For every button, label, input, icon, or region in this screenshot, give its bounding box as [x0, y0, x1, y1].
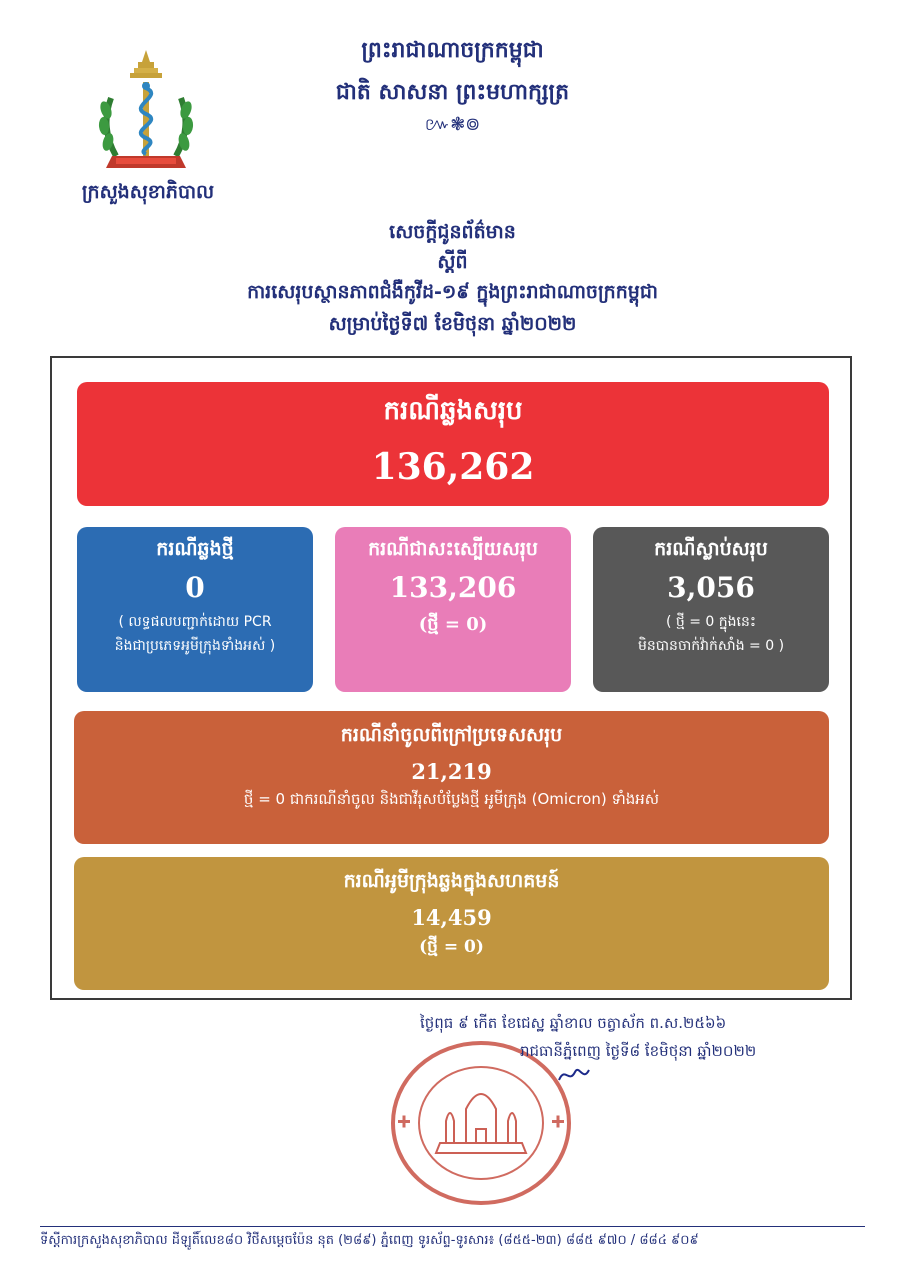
health-emblem-icon	[86, 48, 206, 178]
deaths-note-line1: ( ថ្មី = 0 ក្នុងនេះ	[665, 614, 757, 630]
lunar-date: ថ្ងៃពុធ ៩ កើត ខែជេស្ឋ ឆ្នាំខាល ចត្វាស័ក ព.ស.២៥៦៦	[420, 1014, 727, 1032]
announcement-date: សម្រាប់ថ្ងៃទី៧ ខែមិថុនា ឆ្នាំ២០២២	[328, 313, 577, 335]
community-cases-value: 14,459	[411, 905, 492, 930]
footer-divider	[40, 1226, 865, 1227]
community-cases-card	[74, 857, 829, 990]
deaths-note	[593, 610, 829, 658]
deaths-value: 3,056	[667, 571, 755, 604]
new-cases-card	[77, 527, 313, 692]
total-cases-label: ករណីឆ្លងសរុប	[383, 396, 523, 426]
ministry-logo	[86, 48, 206, 178]
deaths-label: ករណីស្លាប់សរុប	[654, 538, 768, 560]
new-cases-note	[77, 610, 313, 658]
imported-cases-note: ថ្មី = 0 ជាករណីនាំចូល និងជាវីរុសបំប្លែងថ្មី អូមីក្រុង (Omicron) ទាំងអស់	[243, 790, 660, 808]
recovered-label: ករណីជាសះស្បើយសរុប	[368, 538, 538, 560]
national-motto: ជាតិ សាសនា ព្រះមហាក្សត្រ	[335, 80, 570, 105]
total-cases-card	[77, 382, 829, 506]
new-cases-note-line1: ( លទ្ធផលបញ្ជាក់ដោយ PCR	[118, 614, 272, 630]
signature-mark-icon	[555, 1058, 615, 1088]
imported-cases-value: 21,219	[411, 759, 492, 784]
solar-date: រាជធានីភ្នំពេញ ថ្ងៃទី៨ ខែមិថុនា ឆ្នាំ២០២២	[520, 1042, 757, 1060]
new-cases-label: ករណីឆ្លងថ្មី	[156, 538, 234, 560]
imported-cases-label: ករណីនាំចូលពីក្រៅប្រទេសសរុប	[340, 724, 563, 746]
recovered-card	[335, 527, 571, 692]
signature	[555, 1058, 615, 1088]
ornament-divider: ៚❃៙	[424, 114, 481, 135]
new-cases-value: 0	[185, 571, 205, 604]
new-cases-note-line2: និងជាប្រភេទអូមីក្រុងទាំងអស់ )	[114, 638, 276, 654]
imported-cases-card	[74, 711, 829, 844]
announcement-title: សេចក្តីជូនព័ត៌មាន	[389, 221, 516, 243]
footer-address: ទីស្តីការក្រសួងសុខាភិបាល ដីឡូតិ៍លេខ៨០ វិថីសម្តេចប៉ែន នុត (២៨៩) ភ្នំពេញ ទូរស័ព្ទ-ទូរសារ៖ (៨៥៥-២៣) ៨៨៥ ៩៧០ / ៨៨៤ ៩០៩	[40, 1233, 699, 1248]
recovered-note: (ថ្មី = 0)	[418, 614, 488, 635]
recovered-value: 133,206	[389, 571, 517, 604]
community-cases-note: (ថ្មី = 0)	[419, 937, 484, 957]
total-cases-value: 136,262	[371, 446, 535, 488]
deaths-note-line2: មិនបានចាក់វ៉ាក់សាំង = 0 )	[637, 638, 785, 654]
announcement-about: ស្តីពី	[437, 251, 468, 273]
community-cases-label: ករណីអូមីក្រុងឆ្លងក្នុងសហគមន៍	[343, 870, 560, 892]
kingdom-name: ព្រះរាជាណាចក្រកម្ពុជា	[361, 38, 544, 63]
deaths-card	[593, 527, 829, 692]
ministry-name: ក្រសួងសុខាភិបាល	[81, 181, 215, 203]
announcement-subject: ការសេរុបស្ថានភាពជំងឺកូវីដ-១៩ ក្នុងព្រះរាជាណាចក្រកម្ពុជា	[247, 281, 658, 303]
